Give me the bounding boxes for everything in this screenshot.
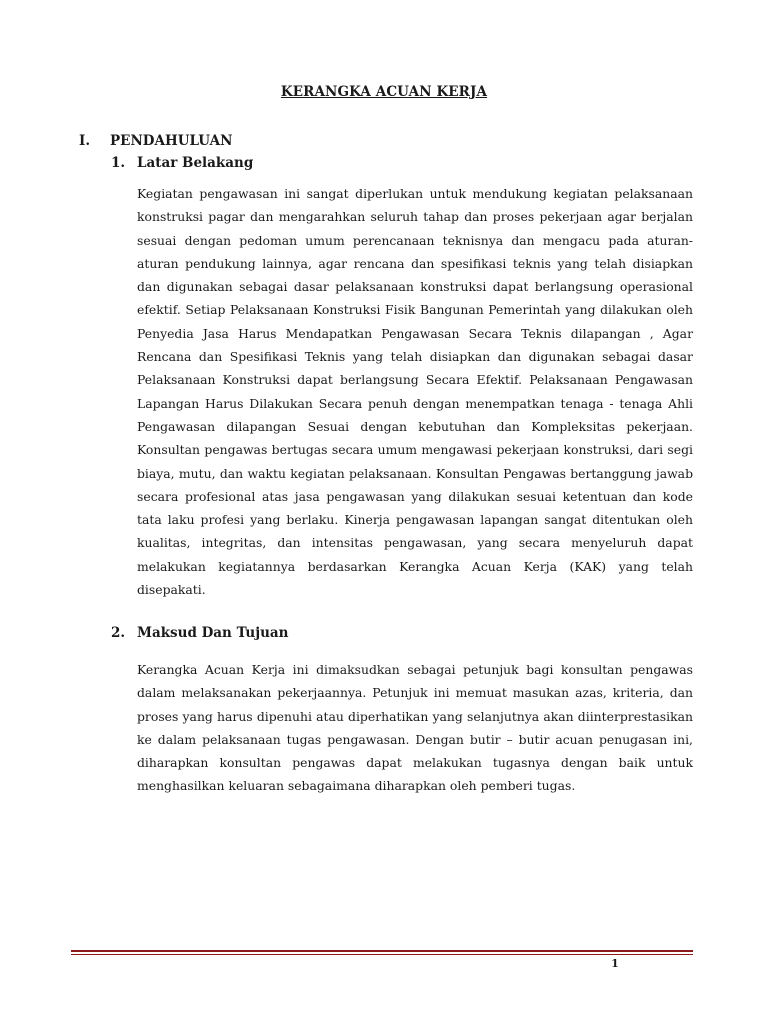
section-number: I. [79,133,91,149]
subsection-title: Maksud Dan Tujuan [137,625,289,641]
paragraph-maksud-dan-tujuan: Kerangka Acuan Kerja ini dimaksudkan sebagai petunjuk bagi konsultan pengawas dalam melaksanakan pekerjaannya. Petunjuk ini memuat masukan azas, kriteria, dan proses yang harus dipenuhi atau diperhatikan yang selanjutnya akan diinterprestasikan ke dalam pelaksanaan tugas pengawasan. Dengan butir – butir acuan penugasan ini, diharapkan konsultan pengawas dapat melakukan tugasnya dengan baik untuk menghasilkan keluaran sebagaimana diharapkan oleh pemberi tugas. [137,662,693,794]
document-title: KERANGKA ACUAN KERJA [280,84,488,100]
subsection-heading-maksud-dan-tujuan [111,625,288,641]
subsection-number: 2. [111,625,126,641]
paragraph-latar-belakang: Kegiatan pengawasan ini sangat diperlukan untuk mendukung kegiatan pelaksanaan konstruksi pagar dan mengarahkan seluruh tahap dan proses pekerjaan agar berjalan sesuai dengan pedoman umum perencanaan teknisnya dan mengacu pada aturan-aturan pendukung lainnya, agar rencana dan spesifikasi teknis yang telah disiapkan dan digunakan sebagai dasar pelaksanaan konstruksi dapat berlangsung operasional efektif. Setiap Pelaksanaan Konstruksi Fisik Bangunan Pemerintah yang dilakukan oleh Penyedia Jasa Harus Mendapatkan Pengawasan Secara Teknis dilapangan , Agar Rencana dan Spesifikasi Teknis yang telah disiapkan dan digunakan sebagai dasar Pelaksanaan Konstruksi dapat berlangsung Secara Efektif. Pelaksanaan Pengawasan Lapangan Harus Dilakukan Secara penuh dengan menempatkan tenaga - tenaga Ahli Pengawasan dilapangan Sesuai dengan kebutuhan dan Kompleksitas pekerjaan. Konsultan pengawas bertugas secara umum mengawasi pekerjaan konstruksi, dari segi biaya, mutu, dan waktu kegiatan pelaksanaan. Konsultan Pengawas bertanggung jawab secara profesional atas jasa pengawasan yang dilakukan sesuai ketentuan dan kode tata laku profesi yang berlaku. Kinerja pengawasan lapangan sangat ditentukan oleh kualitas, integritas, dan intensitas pengawasan, yang secara menyeluruh dapat melakukan kegiatannya berdasarkan Kerangka Acuan Kerja (KAK) yang telah disepakati. [137,186,693,598]
section-title: PENDAHULUAN [110,133,233,149]
page-number: 1 [611,957,619,970]
footer-rule-thin [71,954,693,955]
section-heading-pendahuluan [79,133,232,149]
footer-divider [71,950,693,955]
subsection-heading-latar-belakang [111,155,253,171]
subsection-number: 1. [111,155,126,171]
subsection-title: Latar Belakang [137,155,254,171]
